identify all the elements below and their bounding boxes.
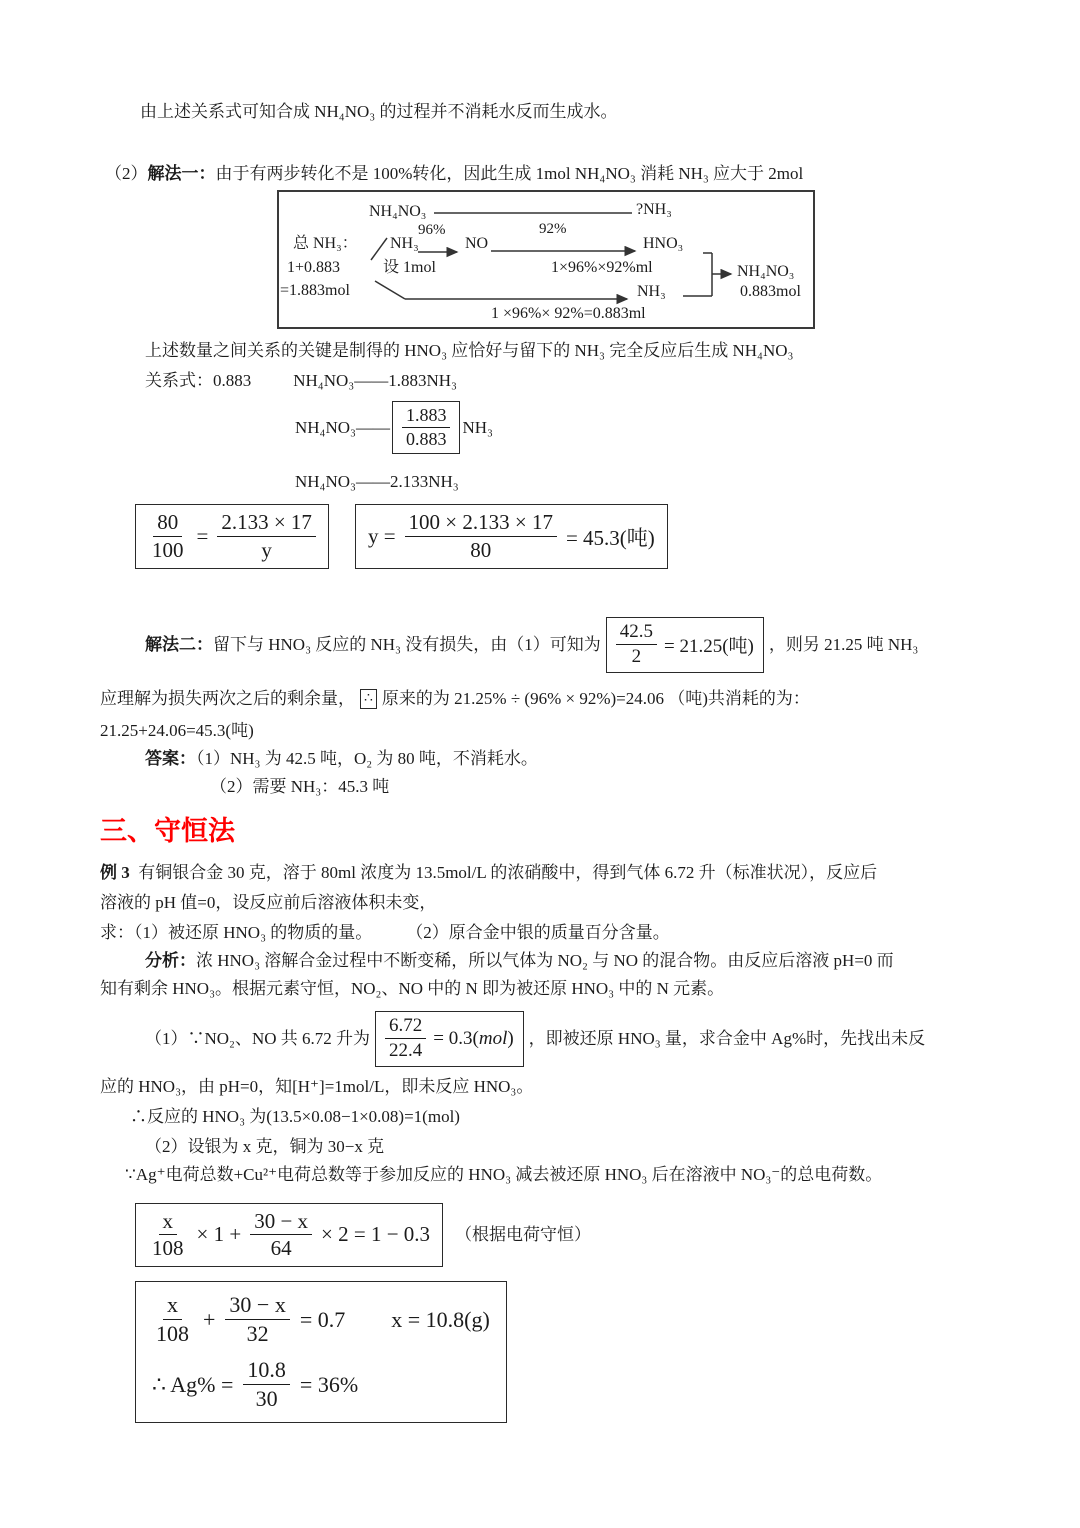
diagram-label-no: NO xyxy=(465,235,489,252)
diagram-label-expr-bottom: 1 ×96%× 92%=0.883ml xyxy=(491,305,646,322)
diagram-label-total-2: 1+0.883 xyxy=(287,259,341,276)
step1-frac-num: 6.72 xyxy=(385,1015,426,1039)
final-ag-rhs: = 36% xyxy=(299,1371,359,1397)
final-result1: = 0.7 xyxy=(299,1306,346,1332)
step3-line: ∴反应的 HNO₃ 为(13.5×0.08−1×0.08)=1(mol) xyxy=(130,1106,460,1126)
eq1-num1: 80 xyxy=(153,510,182,537)
answer-label: 答案： xyxy=(145,748,196,768)
analysis-text1: 浓 HNO₃ 溶解合金过程中不断变稀，所以气体为 NO₂ 与 NO 的混合物。由反应后溶液 pH=0 而 xyxy=(196,950,894,970)
diagram-label-total-nh3: 总 NH₃： xyxy=(293,235,358,252)
example3-label: 例 3 xyxy=(100,862,130,882)
solution1-label: 解法一： xyxy=(147,164,216,183)
answer-1-text: （1）NH₃ 为 42.5 吨，O₂ 为 80 吨，不消耗水。 xyxy=(196,748,538,768)
diagram-label-expr-mid: 1×96%×92%ml xyxy=(551,259,653,276)
diagram-label-question-nh3: ?NH₃ xyxy=(636,201,672,218)
diagram-label-nh3: NH₃ xyxy=(390,235,419,252)
relation-formula: NH₄NO₃——1.883NH₃ xyxy=(293,371,457,390)
relation-frac-numerator: 1.883 xyxy=(402,405,451,428)
final-equation-box xyxy=(135,1281,507,1423)
final-frac3-den: 30 xyxy=(255,1386,278,1412)
step1-mol-italic: mol xyxy=(478,1027,508,1049)
reaction-flow-diagram xyxy=(277,190,815,329)
example3-line3: 求：（1）被还原 HNO₃ 的物质的量。 （2）原合金中银的质量百分含量。 xyxy=(100,922,670,942)
step5-line: ∵Ag⁺电荷总数+Cu²⁺电荷总数等于参加反应的 HNO₃ 减去被还原 HNO₃ 后在溶液中 NO₃⁻的总电荷数。 xyxy=(125,1164,883,1184)
remainder-text1: 应理解为损失两次之后的剩余量， xyxy=(100,688,355,708)
analysis-line1 xyxy=(100,949,992,973)
example3-text1: 有铜银合金 30 克，溶于 80ml 浓度为 13.5mol/L 的浓硝酸中，得到气体 6.72 升（标准状况），反应后 xyxy=(129,862,878,882)
final-frac3-num: 10.8 xyxy=(243,1357,290,1385)
final-frac2-num: 30 − x xyxy=(225,1292,289,1320)
final-result2: x = 10.8(g) xyxy=(391,1306,490,1332)
diagram-label-assume: 设 1mol xyxy=(383,259,436,276)
analysis-line2: 知有剩余 HNO₃。根据元素守恒，NO₂、NO 中的 N 即为被还原 HNO₃ 中的 N 元素。 xyxy=(100,978,725,998)
final-equation-line1 xyxy=(152,1292,490,1347)
paragraph-intro: 由上述关系式可知合成 NH₄NO₃ 的过程并不消耗水反而生成水。 xyxy=(140,102,618,121)
answer-line-1 xyxy=(100,747,992,771)
therefore-symbol: ∴ xyxy=(364,690,373,706)
eq1-num2: 2.133 × 17 xyxy=(217,510,316,537)
answer-line-2: （2）需要 NH₃：45.3 吨 xyxy=(210,776,390,796)
charge-equation-box xyxy=(135,1203,443,1268)
diagram-label-nh4no3-top: NH₄NO₃ xyxy=(369,203,427,220)
diagram-label-nh3-bottom: NH₃ xyxy=(637,283,666,300)
charge-frac1-den: 108 xyxy=(152,1236,184,1261)
paragraph-total: 21.25+24.06=45.3(吨) xyxy=(100,720,254,740)
relation-line xyxy=(100,369,992,393)
equation-box-ratio xyxy=(135,504,329,569)
charge-equation-row xyxy=(135,1203,992,1268)
sol2-frac-num: 42.5 xyxy=(616,621,657,645)
step1-post: ，即被还原 HNO₃ 量，求合金中 Ag%时，先找出未反 xyxy=(528,1028,926,1048)
analysis-label: 分析： xyxy=(145,950,196,970)
eq2-lhs: y = xyxy=(367,524,396,549)
solution1-text: 由于有两步转化不是 100%转化，因此生成 1mol NH₄NO₃ 消耗 NH₃ 应大于 2mol xyxy=(215,164,804,183)
sol2-frac-rhs: = 21.25(吨) xyxy=(664,636,754,658)
paragraph-solution2 xyxy=(100,617,992,673)
example3-line1 xyxy=(100,861,992,885)
paragraph-solution1-header xyxy=(100,162,992,186)
equation-box-y xyxy=(355,504,668,569)
relation-result-line: NH₄NO₃——2.133NH₃ xyxy=(295,472,459,492)
eq2-den: 80 xyxy=(470,538,492,563)
therefore-box xyxy=(360,689,377,709)
eq1-den1: 100 xyxy=(152,538,184,563)
relation-frac-left: NH₄NO₃—— xyxy=(295,417,390,437)
diagram-label-hno3: HNO₃ xyxy=(643,235,684,252)
solution2-label: 解法二： xyxy=(145,634,213,654)
charge-mid2: × 2 = 1 − 0.3 xyxy=(321,1222,431,1247)
final-equation-line2 xyxy=(152,1357,490,1412)
step1-fraction-box xyxy=(375,1011,524,1067)
charge-mid1: × 1 + xyxy=(196,1222,242,1247)
final-frac2-den: 32 xyxy=(246,1321,269,1347)
sol2-frac-den: 2 xyxy=(631,646,642,668)
paragraph-remainder xyxy=(100,687,992,711)
solution2-text2: ，则另 21.25 吨 NH₃ xyxy=(768,634,919,654)
final-plus: + xyxy=(203,1306,216,1332)
relation-label: 关系式：0.883 xyxy=(145,371,252,390)
diagram-label-92pct: 92% xyxy=(539,221,567,237)
eq2-rhs: = 45.3(吨) xyxy=(565,525,655,550)
diagram-label-total-3: =1.883mol xyxy=(280,282,350,299)
solution2-text1: 留下与 HNO₃ 反应的 NH₃ 没有损失，由（1）可知为 xyxy=(213,634,601,654)
step1-pre: （1）∵NO₂、NO 共 6.72 升为 xyxy=(145,1028,371,1048)
example3-line2: 溶液的 pH 值=0，设反应前后溶液体积未变， xyxy=(100,892,437,912)
eq2-num: 100 × 2.133 × 17 xyxy=(405,510,557,537)
step1-result: = 0.3(mol) xyxy=(433,1027,514,1049)
paragraph-key-relation: 上述数量之间关系的关键是制得的 HNO₃ 应恰好与留下的 NH₃ 完全反应后生成 NH₄NO₃ xyxy=(145,341,794,360)
relation-fraction-line xyxy=(295,401,992,454)
step2-line: 应的 HNO₃，由 pH=0，知[H⁺]=1mol/L，即未反应 HNO₃。 xyxy=(100,1076,534,1096)
diagram-label-result-amount: 0.883mol xyxy=(740,283,801,300)
relation-frac-denominator: 0.883 xyxy=(405,429,447,450)
remainder-text2: 原来的为 21.25% ÷ (96% × 92%)=24.06 （吨)共消耗的为： xyxy=(381,688,810,708)
charge-frac1-num: x xyxy=(159,1209,178,1236)
eq1-den2: y xyxy=(261,538,272,563)
step1-frac-den: 22.4 xyxy=(389,1040,423,1062)
diagram-label-result-formula: NH₄NO₃ xyxy=(737,263,795,280)
equation-boxes-row xyxy=(135,504,992,569)
solution2-fraction-box xyxy=(606,617,764,673)
charge-equation-note: （根据电荷守恒） xyxy=(455,1224,592,1244)
charge-frac2-num: 30 − x xyxy=(250,1209,312,1236)
diagram-label-96pct: 96% xyxy=(418,222,446,238)
relation-fraction-box xyxy=(392,401,461,454)
charge-frac2-den: 64 xyxy=(270,1236,292,1261)
final-frac1-num: x xyxy=(163,1292,182,1320)
solution1-prefix: （2） xyxy=(105,164,148,183)
final-frac1-den: 108 xyxy=(156,1321,189,1347)
final-ag-lhs: ∴ Ag% = xyxy=(152,1371,234,1397)
step1-line xyxy=(100,1011,992,1067)
step4-line: （2）设银为 x 克，铜为 30−x 克 xyxy=(145,1136,385,1156)
relation-frac-right: NH₃ xyxy=(462,417,493,437)
section-heading-conservation: 三、守恒法 xyxy=(100,815,235,846)
eq1-equals: = xyxy=(196,524,209,549)
